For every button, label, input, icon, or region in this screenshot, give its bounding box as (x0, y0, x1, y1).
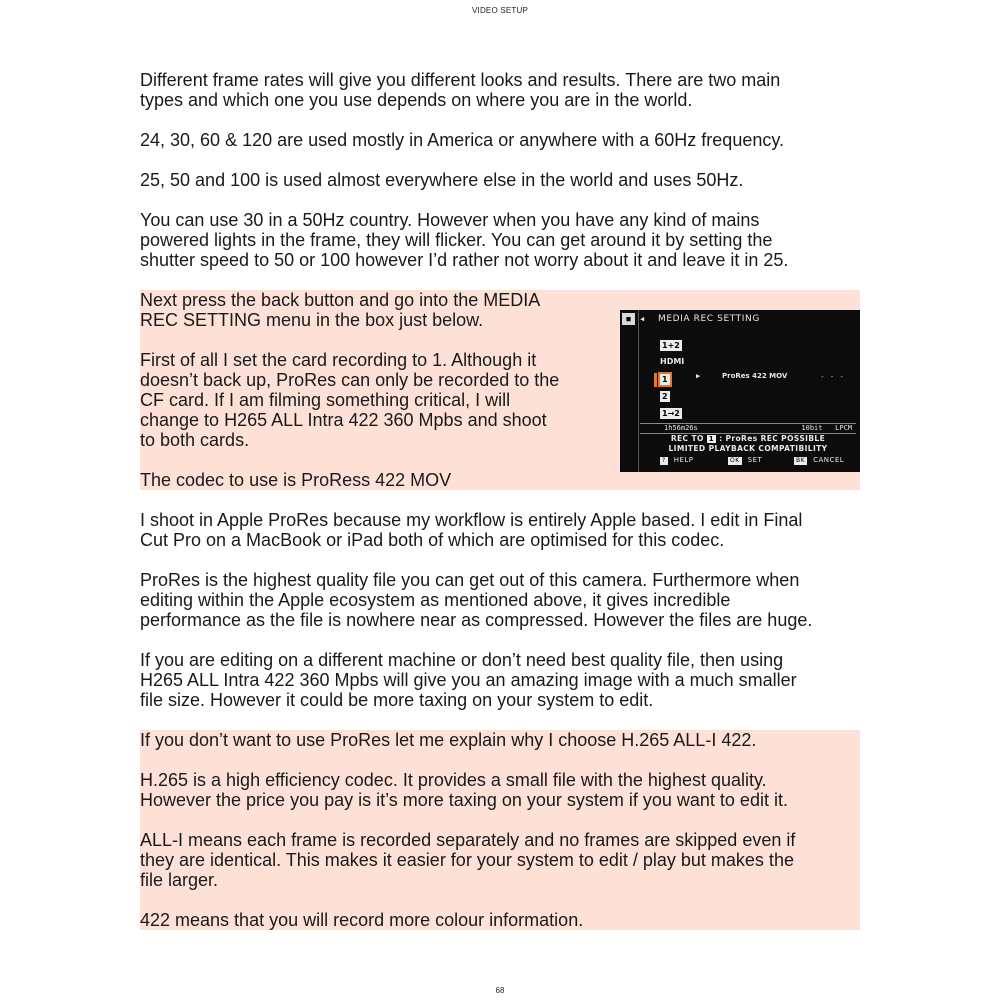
paragraph-60hz: 24, 30, 60 & 120 are used mostly in America or anywhere with a 60Hz frequency. (140, 130, 785, 150)
select-arrow-icon: ▶ (696, 372, 701, 380)
time-remaining: 1h56m26s (664, 424, 698, 432)
option-card-2: 2 (662, 392, 668, 401)
paragraph-why-h265: If you don’t want to use ProRes let me explain why I choose H.265 ALL-I 422. (140, 730, 757, 750)
back-arrow-icon: ◀ (640, 315, 645, 323)
page-content (140, 70, 860, 930)
screen-dashes: - - - (820, 372, 845, 381)
paragraph-h265-efficiency: H.265 is a high efficiency codec. It provides a small file with the highest quality. However the price you pay is it’s more taxing on your system if you want to edit it. (140, 770, 788, 810)
paragraph-prores-quality: ProRes is the highest quality file you can get out of this camera. Furthermore when editing within the Apple ecosystem as mentioned above, it gives incredible performance as the file is nowhere near as compressed. However the files are huge. (140, 570, 813, 630)
camera-menu-screenshot (620, 310, 860, 472)
screen-title: MEDIA REC SETTING (658, 314, 760, 324)
screen-options (660, 340, 684, 425)
help-hint: ? HELP (662, 456, 694, 464)
paragraph-422: 422 means that you will record more colour information. (140, 910, 584, 930)
screen-rec-message: REC TO 1 : ProRes REC POSSIBLE LIMITED PLAYBACK COMPATIBILITY (668, 434, 828, 453)
cancel-hint: BK CANCEL (796, 456, 845, 464)
option-hdmi: HDMI (660, 357, 685, 366)
set-hint: OK SET (730, 456, 763, 464)
option-both-cards: 1+2 (662, 341, 680, 350)
paragraph-card-recording: First of all I set the card recording to 1. Although it doesn’t back up, ProRes can only be recorded to the CF card. If I am filming something critical, I will change to H265 ALL Intra 422 360 Mpbs and shoot to both cards. (140, 350, 560, 450)
screen-codec: ProRes 422 MOV (722, 372, 788, 380)
page-header: VIDEO SETUP (472, 6, 528, 15)
paragraph-50hz: 25, 50 and 100 is used almost everywhere else in the world and uses 50Hz. (140, 170, 744, 190)
paragraph-h265-alternative: If you are editing on a different machine or don’t need best quality file, then using H265 ALL Intra 422 360 Mpbs will give you an amazing image with a much smaller file size. However it could be more taxing on your system to edit. (140, 650, 797, 710)
movie-camera-icon: ■ (622, 313, 635, 325)
option-relay: 1→2 (662, 409, 680, 418)
h265-highlight-box (140, 730, 860, 930)
paragraph-media-menu: Next press the back button and go into the MEDIA REC SETTING menu in the box just below. (140, 290, 541, 330)
media-rec-highlight-box (140, 290, 860, 490)
page-number: 68 (495, 986, 505, 995)
screen-info-bar (640, 423, 856, 434)
screen-sidebar (620, 310, 639, 472)
paragraph-all-i: ALL-I means each frame is recorded separately and no frames are skipped even if they are identical. This makes it easier for your system to edit / play but makes the file larger. (140, 830, 796, 890)
paragraph-codec: The codec to use is ProRess 422 MOV (140, 470, 452, 490)
paragraph-prores-workflow: I shoot in Apple ProRes because my workflow is entirely Apple based. I edit in Final Cut Pro on a MacBook or iPad both of which are optimised for this codec. (140, 510, 803, 550)
bit-audio: 10bit LPCM (801, 424, 852, 432)
paragraph-flicker: You can use 30 in a 50Hz country. However when you have any kind of mains powered lights in the frame, they will flicker. You can get around it by setting the shutter speed to 50 or 100 however I’d rather not worry about it and leave it in 25. (140, 210, 789, 270)
paragraph-frame-rates: Different frame rates will give you different looks and results. There are two main types and which one you use depends on where you are in the world. (140, 70, 781, 110)
option-card-1: 1 (660, 374, 684, 388)
